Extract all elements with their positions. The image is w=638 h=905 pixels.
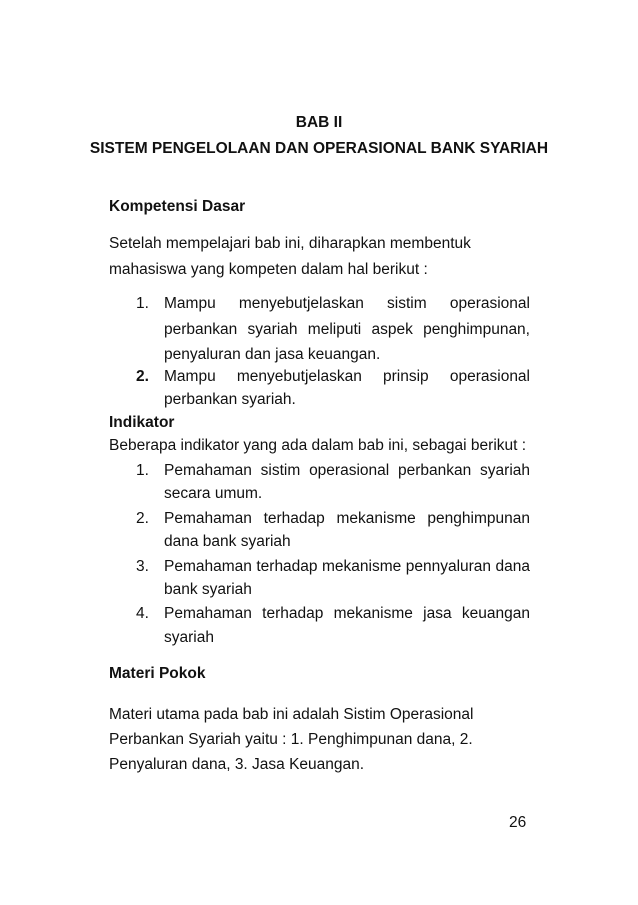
indikator-item-line: Pemahaman terhadap mekanisme penghimpunan <box>164 510 530 527</box>
indikator-item-number: 1. <box>136 462 149 479</box>
indikator-item-line: Pemahaman terhadap mekanisme pennyaluran dana <box>164 558 530 575</box>
indikator-item-number: 4. <box>136 605 149 622</box>
materi-heading: Materi Pokok <box>109 665 206 682</box>
indikator-intro: Beberapa indikator yang ada dalam bab ini, sebagai berikut : <box>109 437 527 454</box>
kompetensi-item-line: Mampu menyebutjelaskan prinsip operasional <box>164 368 530 385</box>
indikator-item-line: syariah <box>164 629 214 646</box>
indikator-item-line: dana bank syariah <box>164 533 291 550</box>
kompetensi-item-number: 1. <box>136 295 149 312</box>
materi-line: Perbankan Syariah yaitu : 1. Penghimpunan dana, 2. <box>109 731 473 748</box>
kompetensi-item-line: perbankan syariah meliputi aspek penghimpunan, <box>164 321 530 338</box>
chapter-title: SISTEM PENGELOLAAN DAN OPERASIONAL BANK SYARIAH <box>89 140 549 157</box>
kompetensi-item-line: perbankan syariah. <box>164 391 296 408</box>
materi-line: Penyaluran dana, 3. Jasa Keuangan. <box>109 756 365 773</box>
kompetensi-item-line: penyaluran dan jasa keuangan. <box>164 346 381 363</box>
kompetensi-item-number: 2. <box>136 368 149 385</box>
indikator-item-line: secara umum. <box>164 485 263 502</box>
indikator-item-line: Pemahaman terhadap mekanisme jasa keuangan <box>164 605 530 622</box>
kompetensi-item-line: Mampu menyebutjelaskan sistim operasional <box>164 295 530 312</box>
kompetensi-heading: Kompetensi Dasar <box>109 198 246 215</box>
indikator-item-number: 3. <box>136 558 149 575</box>
indikator-item-line: bank syariah <box>164 581 252 598</box>
chapter-label: BAB II <box>295 114 343 131</box>
indikator-item-line: Pemahaman sistim operasional perbankan syariah <box>164 462 530 479</box>
page-number: 26 <box>509 814 527 831</box>
kompetensi-intro-line2: mahasiswa yang kompeten dalam hal berikut : <box>109 261 428 278</box>
materi-line: Materi utama pada bab ini adalah Sistim Operasional <box>109 706 474 723</box>
indikator-item-number: 2. <box>136 510 149 527</box>
indikator-heading: Indikator <box>109 414 175 431</box>
kompetensi-intro-line1: Setelah mempelajari bab ini, diharapkan membentuk <box>109 235 471 252</box>
